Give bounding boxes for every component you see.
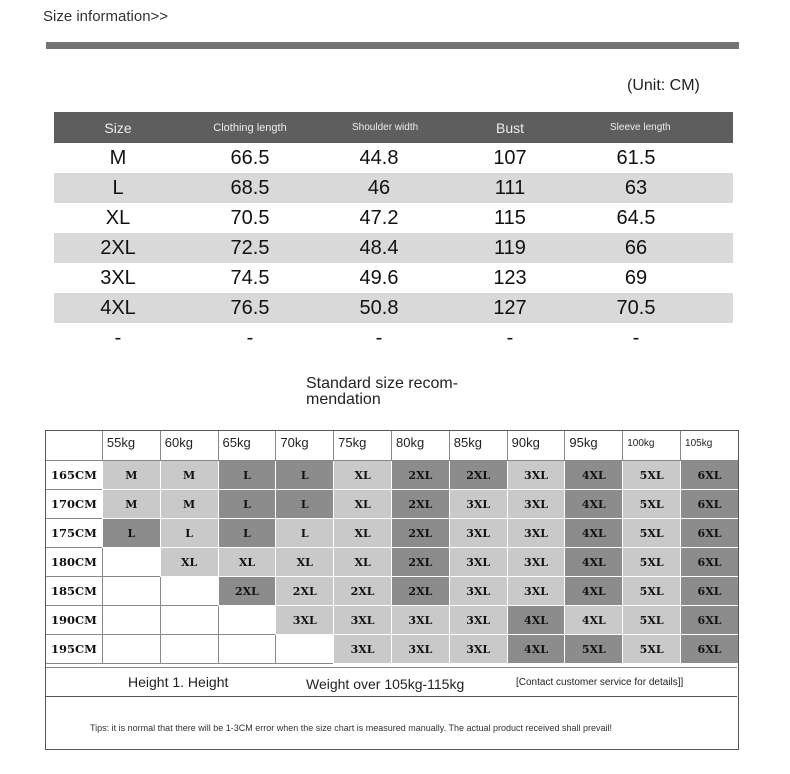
size-cell: 44.8 (359, 146, 399, 169)
size-row (54, 203, 733, 233)
header-clothing-length: Clothing length (213, 121, 287, 134)
recommendation-grid (46, 431, 738, 664)
weight-header: 75kg (333, 431, 391, 461)
size-recommendation-cell: 5XL (622, 519, 680, 548)
unit-label: (Unit: CM) (627, 77, 700, 94)
size-table (54, 112, 733, 353)
size-cell: 111 (494, 176, 526, 199)
size-recommendation-cell: 4XL (564, 519, 622, 548)
recommendation-table (45, 430, 739, 750)
size-cell: - (246, 326, 254, 349)
size-recommendation-cell: 3XL (449, 490, 507, 519)
size-recommendation-cell: XL (160, 548, 218, 577)
size-recommendation-cell: 4XL (507, 606, 565, 635)
size-recommendation-cell: 4XL (564, 461, 622, 490)
size-recommendation-cell: L (218, 490, 276, 519)
size-recommendation-cell: 4XL (564, 577, 622, 606)
size-recommendation-cell: 3XL (333, 606, 391, 635)
recommendation-footer (46, 667, 737, 698)
size-recommendation-cell: 2XL (391, 548, 449, 577)
size-cell: 48.4 (359, 236, 399, 259)
size-row (54, 173, 733, 203)
height-header: 195CM (46, 635, 102, 664)
empty-cell (160, 577, 218, 606)
size-table-body (54, 143, 733, 353)
size-cell: 50.8 (359, 296, 399, 319)
height-header: 180CM (46, 548, 102, 577)
size-recommendation-cell: L (160, 519, 218, 548)
height-row (46, 461, 738, 490)
size-recommendation-cell: 4XL (564, 490, 622, 519)
tips-text: Tips: it is normal that there will be 1-3CM error when the size chart is measured manually. The actual product received shall prevail! (90, 723, 613, 733)
size-recommendation-cell: 6XL (680, 635, 738, 664)
height-row (46, 548, 738, 577)
size-recommendation-cell: 2XL (218, 577, 276, 606)
size-recommendation-cell: 2XL (449, 461, 507, 490)
title-divider (46, 42, 739, 49)
recommendation-title-line2: mendation (306, 391, 381, 408)
footer-weight-note: Weight over 105kg-115kg (306, 676, 465, 692)
height-header: 190CM (46, 606, 102, 635)
size-recommendation-cell: 5XL (622, 606, 680, 635)
size-cell: XL (105, 206, 131, 229)
size-recommendation-cell: 2XL (391, 577, 449, 606)
size-recommendation-cell: 3XL (507, 519, 565, 548)
height-row (46, 519, 738, 548)
size-cell: 64.5 (616, 206, 656, 229)
size-row (54, 293, 733, 323)
size-cell: 47.2 (359, 206, 399, 229)
recommendation-title-line1: Standard size recom- (306, 375, 459, 392)
size-cell: L (112, 176, 124, 199)
size-row (54, 233, 733, 263)
size-recommendation-cell: 3XL (449, 577, 507, 606)
size-cell: 119 (494, 236, 526, 259)
size-recommendation-cell: M (102, 490, 160, 519)
size-recommendation-cell: 3XL (275, 606, 333, 635)
height-row (46, 577, 738, 606)
empty-cell (160, 606, 218, 635)
size-recommendation-cell: 2XL (275, 577, 333, 606)
empty-cell (160, 635, 218, 664)
recommendation-title (306, 376, 506, 408)
size-row (54, 323, 733, 353)
height-header: 175CM (46, 519, 102, 548)
size-recommendation-cell: 6XL (680, 548, 738, 577)
size-cell: 61.5 (616, 146, 656, 169)
header-size: Size (104, 119, 132, 136)
size-recommendation-cell: 5XL (564, 635, 622, 664)
size-recommendation-cell: 2XL (333, 577, 391, 606)
size-cell: 76.5 (230, 296, 270, 319)
size-recommendation-cell: L (275, 461, 333, 490)
size-recommendation-cell: 6XL (680, 461, 738, 490)
height-header: 170CM (46, 490, 102, 519)
height-row (46, 490, 738, 519)
size-recommendation-cell: 2XL (391, 490, 449, 519)
weight-header: 80kg (391, 431, 449, 461)
height-row (46, 635, 738, 664)
empty-cell (102, 635, 160, 664)
size-recommendation-cell: 4XL (507, 635, 565, 664)
size-cell: 4XL (100, 296, 136, 319)
size-recommendation-cell: 3XL (391, 635, 449, 664)
size-recommendation-cell: 6XL (680, 577, 738, 606)
weight-header: 105kg (680, 431, 738, 461)
size-cell: 123 (493, 266, 527, 289)
size-recommendation-cell: L (275, 490, 333, 519)
size-recommendation-cell: 2XL (391, 519, 449, 548)
size-recommendation-cell: 3XL (449, 606, 507, 635)
size-recommendation-cell: L (102, 519, 160, 548)
footer-contact-note: [Contact customer service for details]] (516, 677, 684, 688)
weight-header: 60kg (160, 431, 218, 461)
size-cell: 66 (624, 236, 648, 259)
size-recommendation-cell: 3XL (507, 490, 565, 519)
size-recommendation-cell: L (275, 519, 333, 548)
size-recommendation-cell: 5XL (622, 548, 680, 577)
footer-height-note: Height 1. Height (128, 674, 229, 690)
size-recommendation-cell: M (160, 490, 218, 519)
size-cell: 107 (493, 146, 527, 169)
size-recommendation-cell: XL (333, 461, 391, 490)
empty-cell (102, 577, 160, 606)
size-recommendation-cell: 3XL (449, 635, 507, 664)
weight-header: 100kg (622, 431, 680, 461)
size-cell: 49.6 (359, 266, 399, 289)
size-table-header (54, 112, 733, 143)
size-cell: 72.5 (230, 236, 270, 259)
size-cell: 2XL (100, 236, 136, 259)
size-cell: 70.5 (230, 206, 270, 229)
size-recommendation-cell: 3XL (507, 548, 565, 577)
size-recommendation-cell: 3XL (507, 577, 565, 606)
size-recommendation-cell: L (218, 461, 276, 490)
size-cell: 63 (624, 176, 648, 199)
size-cell: 127 (493, 296, 527, 319)
size-recommendation-cell: 6XL (680, 606, 738, 635)
size-cell: 66.5 (230, 146, 270, 169)
size-cell: M (109, 146, 127, 169)
size-recommendation-cell: 3XL (449, 519, 507, 548)
size-row (54, 143, 733, 173)
weight-header: 90kg (507, 431, 565, 461)
size-recommendation-cell: M (160, 461, 218, 490)
size-recommendation-cell: 3XL (333, 635, 391, 664)
size-recommendation-cell: 4XL (564, 548, 622, 577)
header-bust: Bust (495, 119, 524, 136)
size-recommendation-cell: 3XL (449, 548, 507, 577)
size-recommendation-cell: XL (333, 548, 391, 577)
size-recommendation-cell: 5XL (622, 577, 680, 606)
size-recommendation-cell: 5XL (622, 635, 680, 664)
weight-header: 55kg (102, 431, 160, 461)
size-row (54, 263, 733, 293)
size-recommendation-cell: XL (218, 548, 276, 577)
size-cell: 46 (367, 176, 391, 199)
size-recommendation-cell: 3XL (507, 461, 565, 490)
size-cell: 3XL (100, 266, 136, 289)
size-recommendation-cell: 6XL (680, 490, 738, 519)
weight-header: 65kg (218, 431, 276, 461)
empty-cell (218, 635, 276, 664)
empty-cell (218, 606, 276, 635)
height-header: 185CM (46, 577, 102, 606)
size-cell: 68.5 (230, 176, 270, 199)
size-recommendation-cell: 4XL (564, 606, 622, 635)
header-shoulder-width: Shoulder width (352, 121, 419, 133)
size-recommendation-cell: L (218, 519, 276, 548)
weight-header: 85kg (449, 431, 507, 461)
weight-header: 95kg (564, 431, 622, 461)
empty-cell (102, 548, 160, 577)
height-row (46, 606, 738, 635)
size-recommendation-cell: 2XL (391, 461, 449, 490)
weight-header: 70kg (275, 431, 333, 461)
size-cell: - (632, 326, 640, 349)
header-sleeve-length: Sleeve length (610, 121, 671, 133)
size-cell: - (114, 326, 122, 349)
size-recommendation-cell: 5XL (622, 490, 680, 519)
size-cell: 69 (624, 266, 648, 289)
size-cell: 70.5 (616, 296, 656, 319)
empty-cell (275, 635, 333, 664)
size-cell: - (506, 326, 514, 349)
size-recommendation-cell: 3XL (391, 606, 449, 635)
tips-box (46, 696, 737, 749)
size-recommendation-cell: 5XL (622, 461, 680, 490)
size-recommendation-cell: XL (333, 490, 391, 519)
size-cell: 74.5 (230, 266, 270, 289)
size-recommendation-cell: XL (333, 519, 391, 548)
size-recommendation-cell: M (102, 461, 160, 490)
section-title: Size information>> (43, 8, 169, 25)
empty-cell (102, 606, 160, 635)
grid-corner (46, 431, 102, 461)
size-cell: - (375, 326, 383, 349)
size-recommendation-cell: XL (275, 548, 333, 577)
size-recommendation-cell: 6XL (680, 519, 738, 548)
height-header: 165CM (46, 461, 102, 490)
size-cell: 115 (494, 206, 526, 229)
